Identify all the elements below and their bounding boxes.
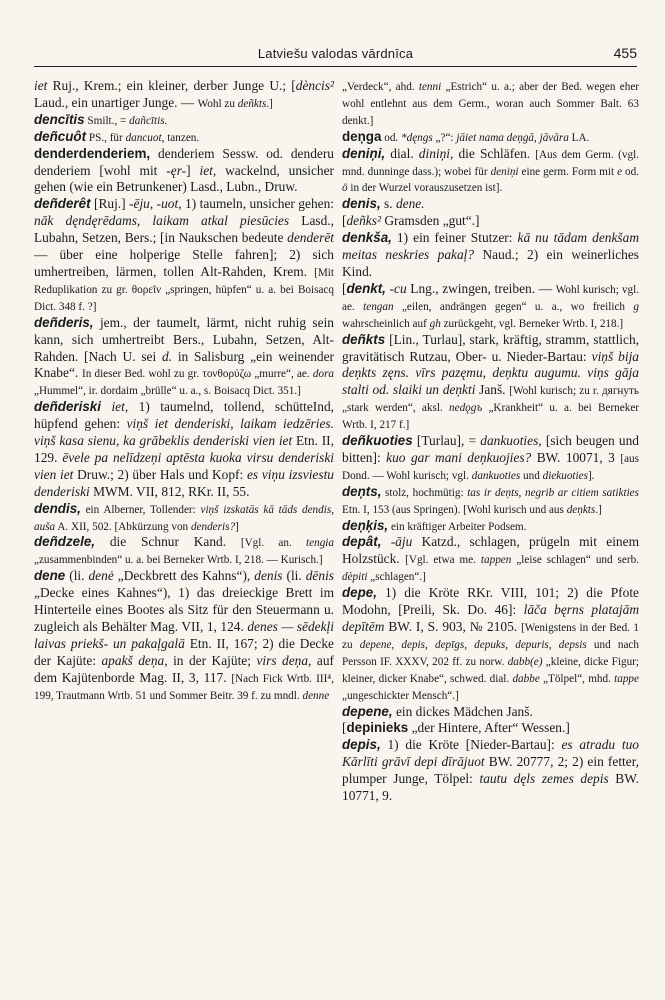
entry-text: tas ir deņts, negrib ar citiem satikties [467, 486, 639, 499]
entry-headword: denkt, [346, 280, 386, 296]
dictionary-entry [34, 568, 334, 703]
dictionary-entry [342, 230, 639, 281]
entry-text: iet, [199, 162, 217, 178]
entry-text: „?“: [432, 131, 457, 144]
entry-text: [ [342, 213, 347, 229]
entry-text: dèpiti [342, 571, 368, 584]
entry-headword: denis, [342, 196, 381, 212]
entry-headword: deñderis, [34, 314, 94, 330]
entry-text: eine germ. Form mit [518, 165, 618, 178]
entry-text: dabb(e) [507, 655, 543, 668]
entry-text: denderiem Sessw. od. denderu denderiem [wohl mit [34, 145, 334, 178]
entry-text: In dieser Bed. wohl zu gr. τονθορύζω „murre“, ae. [81, 368, 313, 381]
entry-text: dankuoties, [480, 433, 542, 449]
entry-text: „ungeschickter Mensch“.] [342, 689, 459, 702]
entry-text: s. [380, 196, 396, 212]
entry-headword: dene [34, 568, 66, 584]
entry-text: denes — sēdekļi laivas priekš- un pakaļgalā [34, 619, 334, 651]
entry-text: denė [88, 568, 114, 584]
dictionary-entry [34, 146, 334, 197]
page-header [34, 44, 637, 67]
entry-text: iet [34, 78, 48, 93]
entry-headword: dendis, [34, 500, 81, 516]
entry-text: (li. [65, 568, 89, 584]
entry-text: 1) taumelnd, tollend, schütteInd, hüpfend gehen: [34, 399, 334, 432]
entry-text: ] [235, 520, 239, 533]
entry-text: ein Alberner, Tollender: [80, 503, 201, 516]
entry-text: BW. 10071, 3 [531, 449, 621, 465]
entry-text: [Nach Fick Wrtb. III⁴, 199, Trautmann Wrtb. 51 und Sommer Beitr. 39 f. zu mndl. [34, 672, 335, 702]
entry-text: — über eine holperige Stelle fahren]; 2) sich umhertreiben, lärmen, tollen Alt-Rahden, Krem. [34, 247, 334, 279]
entry-text: 1) die Kröte [Nieder-Bartau]: [380, 737, 562, 753]
entry-text: [Wenigstens in der Bed. 1 zu [342, 622, 639, 651]
entry-text: dabbe [512, 672, 540, 685]
entry-text: (li. [282, 568, 306, 584]
entry-headword: deñderêt [34, 196, 91, 212]
entry-headword: depât, [342, 534, 382, 550]
dictionary-entry [34, 129, 334, 146]
entry-text: od. [622, 165, 640, 178]
entry-text: „Tölpel“, mhd. [539, 672, 615, 685]
entry-text: jem., der taumelt, lärmt, nicht ruhig sein kann, sich umhertreibt Bers., Lubahn, Setzen, Alt-Rahden. [Nach U. sei [34, 314, 334, 364]
dictionary-entry [342, 213, 639, 230]
entry-text: Lng., zwingen, treiben. — [406, 280, 556, 296]
entry-text: [sich beugen und bitten]: [342, 433, 639, 465]
dictionary-entry [342, 332, 639, 433]
entry-text: kuo gar mani deņkuojies? [386, 449, 532, 465]
page-number: 455 [613, 45, 637, 61]
entry-text: apakš deņa, [101, 652, 168, 668]
left-column [34, 78, 334, 704]
entry-text: -cu [389, 280, 407, 296]
entry-text: [Aus dem Germ. (vgl. mnd. dunninge dass.); wobei für [342, 148, 639, 178]
entry-text: 1) taumeln, unsicher gehen: [181, 196, 335, 212]
entry-text: in der Kajüte; [167, 652, 257, 668]
entry-text: dial. [385, 145, 419, 161]
entry-text: deniņi [490, 165, 519, 178]
entry-text: kā nu tādam denkšam meitas neskries pakaļ? [342, 230, 640, 263]
entry-text: in der Wurzel vorauszusetzen ist]. [347, 182, 503, 195]
entry-text: [Ruj.] [90, 196, 130, 212]
entry-text: dancuot, [125, 131, 165, 144]
entry-text: 1) ein feiner Stutzer: [391, 230, 518, 246]
dictionary-entry [342, 196, 639, 213]
entry-headword: depis, [342, 737, 381, 753]
dictionary-entry [342, 484, 639, 518]
entry-text: „kleine, dicke Figur; kleiner, dicker Knabe“, schwed. dial. [342, 655, 639, 685]
entry-text: dene. [395, 196, 425, 212]
entry-text: Wohl kurisch; vgl. ae. [342, 283, 639, 313]
entry-text: d. [161, 348, 173, 364]
dictionary-entry [34, 315, 334, 400]
entry-text: nāk dęndęrēdams, laikam atkal piesūcies [34, 213, 290, 229]
entry-text: tengan [363, 300, 394, 313]
dictionary-entry [342, 534, 639, 585]
entry-text: PS., für [86, 131, 126, 144]
dictionary-entry [342, 720, 639, 737]
entry-headword: depe, [342, 585, 377, 601]
entry-text: denderis? [190, 520, 236, 533]
dictionary-entry [34, 196, 334, 314]
entry-text: e [617, 165, 623, 178]
entry-headword: deniņi, [342, 145, 386, 161]
entry-text: Etn. II, 129. [34, 433, 334, 465]
entry-text: „zusammenbinden“ u. a. bei Berneker Wrtb. I, 218. — Kurisch.] [34, 554, 323, 567]
entry-text: [Vgl. etwa me. [405, 554, 481, 567]
entry-text: [Mit Reduplikation zu gr. θορεῖν „springen, hüpfen“ u. a. bei Boisacq Dict. 348 f. ?] [34, 266, 334, 313]
entry-headword: depinieks [346, 720, 409, 736]
entry-text: viņš izskatās kā tāds dendis, auša [34, 503, 334, 533]
entry-text: -ęr- [166, 162, 187, 178]
entry-text: -āju [390, 534, 413, 550]
entry-text: ein kräftiger Arbeiter Podsem. [388, 520, 527, 533]
entry-text: tappen [480, 554, 512, 567]
entry-text: auf dem Kajütenborde Mag. II, 3, 117. [34, 652, 334, 685]
entry-text: es atradu tuo Kārlīti grāvī depi dīrājuot [342, 737, 639, 770]
entry-text: -ēju, -uot, [129, 196, 182, 212]
dictionary-entry [34, 78, 334, 112]
entry-text: und [520, 469, 543, 482]
entry-text: ein dickes Mädchen Janš. [392, 703, 533, 719]
entry-text: es viņu izsviestu denderiski [34, 466, 334, 499]
entry-text: ] [186, 162, 200, 178]
entry-text: die Schläfen. [453, 145, 536, 161]
entry-headword: depene, [342, 703, 393, 719]
entry-text [101, 399, 111, 414]
entry-text: [Turlau], = [412, 433, 481, 449]
entry-text: dēnis [305, 568, 334, 584]
entry-text: ēvele pa nelīdzeņi aptēsta kuoka virsu denderiski vien iet [34, 449, 335, 482]
entry-text: Etn. II, 167; 2) die Decke der Kajüte: [34, 635, 334, 668]
entry-text: deñks² [346, 213, 381, 229]
dictionary-entry [342, 146, 639, 197]
entry-text: nedǫgъ [449, 402, 483, 415]
entry-text: g [633, 300, 639, 313]
entry-text: denderēt [287, 230, 334, 246]
entry-headword: deñkts [342, 331, 386, 347]
entry-text: diniņi, [418, 145, 454, 161]
entry-text: MWM. VII, 812, RKr. II, 55. [89, 483, 250, 499]
entry-text: Smilt., = [84, 114, 130, 127]
dictionary-entry [34, 399, 334, 500]
entry-headword: deñdzele, [34, 534, 96, 550]
entry-text: Katzd., schlagen, prügeln mit einem Holzstück. [342, 534, 639, 567]
entry-headword: deņts, [342, 483, 382, 499]
entry-text: dankuoties [471, 469, 521, 482]
entry-headword: denderdenderiem, [34, 145, 151, 161]
entry-text: Naud.; 2) ein weinerliches Kind. [342, 247, 639, 279]
entry-text: „leise schlagen“ und serb. [511, 554, 639, 567]
entry-text: deñkts [237, 97, 267, 110]
entry-text: tautu dęls zemes depis [479, 771, 609, 787]
entry-text: virs deņa, [256, 652, 312, 668]
entry-headword: deņķis, [342, 517, 389, 533]
entry-text: Lasd., Lubahn, Setzen, Bers.; [in Naukschen bedeute [34, 213, 334, 246]
dictionary-entry [342, 518, 639, 535]
dictionary-entry [342, 737, 639, 805]
entry-text: viņš iet denderiski, laikam iedzēries. viņš kasa sienu, ka grābeklis denderiski vien iet [34, 416, 334, 449]
dictionary-entry [34, 501, 334, 535]
entry-text: denne [302, 689, 330, 702]
entry-text: [ [342, 720, 347, 736]
entry-headword: deñcuôt [34, 128, 87, 144]
entry-text: viņš bija deņkts zęns. vīrs pazęmu, deņktu augumu. viņs gāja stalti od. slaiki un deņkti [342, 348, 639, 398]
entry-text: ]. [587, 469, 595, 482]
entry-text: tanzen. [164, 131, 200, 144]
entry-text: diekuoties [542, 469, 588, 482]
entry-text: LA. [568, 131, 590, 144]
entry-text: wackelnd, unsicher gehen (wie ein Betrunkener) Lasd., Lubn., Druw. [34, 162, 335, 195]
entry-text: und nach Persson IF. XXXV, 202 ff. zu norw. [342, 638, 639, 668]
entry-text: Ruj., Krem.; ein kleiner, derber Junge U.; [ [47, 78, 296, 93]
entry-text: BW. 10771, 9. [342, 771, 639, 804]
entry-text: stolz, hochmütig: [381, 486, 468, 499]
entry-text: [Wohl kurisch; zu r. дягнуть „stark werden“, aksl. [342, 385, 639, 415]
entry-text: lāča bęrns platajām depītēm [342, 602, 639, 634]
entry-text: Gramsden „gut“.] [380, 213, 480, 229]
entry-text: dèncis² [295, 78, 334, 93]
right-column [342, 78, 639, 805]
entry-text: [aus Dond. — Wohl kurisch; vgl. [342, 452, 639, 482]
entry-text: depene, depis, depīgs, depuks, depuris, depsis [359, 638, 587, 651]
entry-text: A. XII, 502. [Abkürzung von [55, 520, 191, 533]
entry-text: Wohl zu [197, 97, 238, 110]
dictionary-entry [342, 78, 639, 129]
entry-text: .] [266, 97, 273, 110]
entry-text [381, 534, 390, 549]
entry-text: Druw.; 2) über Hals und Kopf: [73, 466, 247, 482]
entry-headword: denkša, [342, 230, 392, 246]
entry-headword: deņga [342, 128, 382, 144]
entry-text: [Lin., Turlau], stark, kräftig, stramm, stattlich, gravitätisch Rutzau, Ober- u. Nieder-Bartau: [342, 331, 639, 364]
entry-text: gh [429, 317, 441, 330]
entry-text: iet, [111, 399, 129, 415]
entry-text: „eilen, andrängen gegen“ u. a., wo freilich [393, 300, 634, 313]
entry-text: in Salisburg „ein weinender Knabe“. [34, 348, 334, 381]
entry-text: .] [595, 503, 602, 516]
entry-text: „Deckbrett des Kahns“), [113, 568, 255, 584]
entry-headword: deñkuoties [342, 433, 413, 449]
entry-text: „Verdeck“, ahd. [342, 81, 419, 93]
dictionary-entry [342, 281, 639, 332]
dictionary-entry [342, 433, 639, 484]
entry-text: BW. 20777, 2; 2) ein fetter, plumper Junge, Tölpel: [342, 754, 639, 787]
entry-text: „der Hintere, After“ Wessen.] [408, 720, 570, 736]
entry-text: „Krankheit“ u. a. bei Berneker Wrtb. I, 217 f.] [342, 402, 640, 432]
entry-text: tengia [306, 537, 334, 550]
entry-text: Laud., ein unartiger Junge. — [34, 94, 198, 110]
entry-text: „Estrich“ u. a.; aber der Bed. wegen eher wohl entlehnt aus dem Germ., woran auch Sommer Balt. 63 denkt.] [342, 81, 640, 127]
entry-text: [ [342, 280, 347, 296]
entry-text: „schlagen“.] [367, 571, 426, 584]
entry-text: 1) die Kröte RKr. VIII, 101; 2) die Pfote Modohn, [Preili, Sk. Do. 46]: [342, 585, 639, 618]
entry-text: *dęngs [401, 131, 433, 144]
entry-text: Janš. [475, 382, 510, 398]
entry-text: wahrscheinlich auf [342, 317, 430, 330]
entry-text: deņkts [566, 503, 596, 516]
entry-text: „Hummel“, ir. dordaim „brülle“ u. a., s. Boisacq Dict. 351.] [34, 385, 301, 398]
entry-text: jāiet nama deņgā, jāvāra [456, 131, 569, 144]
entry-text: Etn. I, 153 (aus Springen). [Wohl kurisch und aus [342, 503, 567, 516]
running-title: Latviešu valodas vārdnīca [257, 46, 414, 61]
entry-text: [Vgl. an. [240, 537, 307, 550]
dictionary-entry [342, 585, 639, 703]
entry-text: dora [312, 368, 335, 381]
entry-text: dañcītis. [129, 114, 168, 127]
dictionary-entry [342, 129, 639, 146]
entry-text: tenni [418, 81, 442, 93]
entry-text: BW. I, S. 903, № 2105. [384, 619, 522, 634]
entry-text: „Decke eines Kahnes“), 1) das dreieckige Brett im Hinterteile eines Bootes als Sitz für den Steuermann u. zugleich als Behälter Mag. VII, 1, 124. [34, 585, 334, 634]
dictionary-entry [342, 704, 639, 721]
entry-headword: deñderiski [34, 399, 101, 415]
entry-text: zurückgeht, vgl. Berneker Wrtb. I, 218.] [440, 317, 624, 330]
entry-text: tappe [614, 672, 639, 685]
entry-headword: dencītis [34, 111, 85, 127]
dictionary-entry [34, 534, 334, 568]
entry-text: denis [254, 568, 283, 584]
entry-text: od. [381, 131, 402, 144]
entry-text: die Schnur Kand. [95, 534, 241, 550]
entry-text: ö [342, 182, 348, 195]
dictionary-entry [34, 112, 334, 129]
